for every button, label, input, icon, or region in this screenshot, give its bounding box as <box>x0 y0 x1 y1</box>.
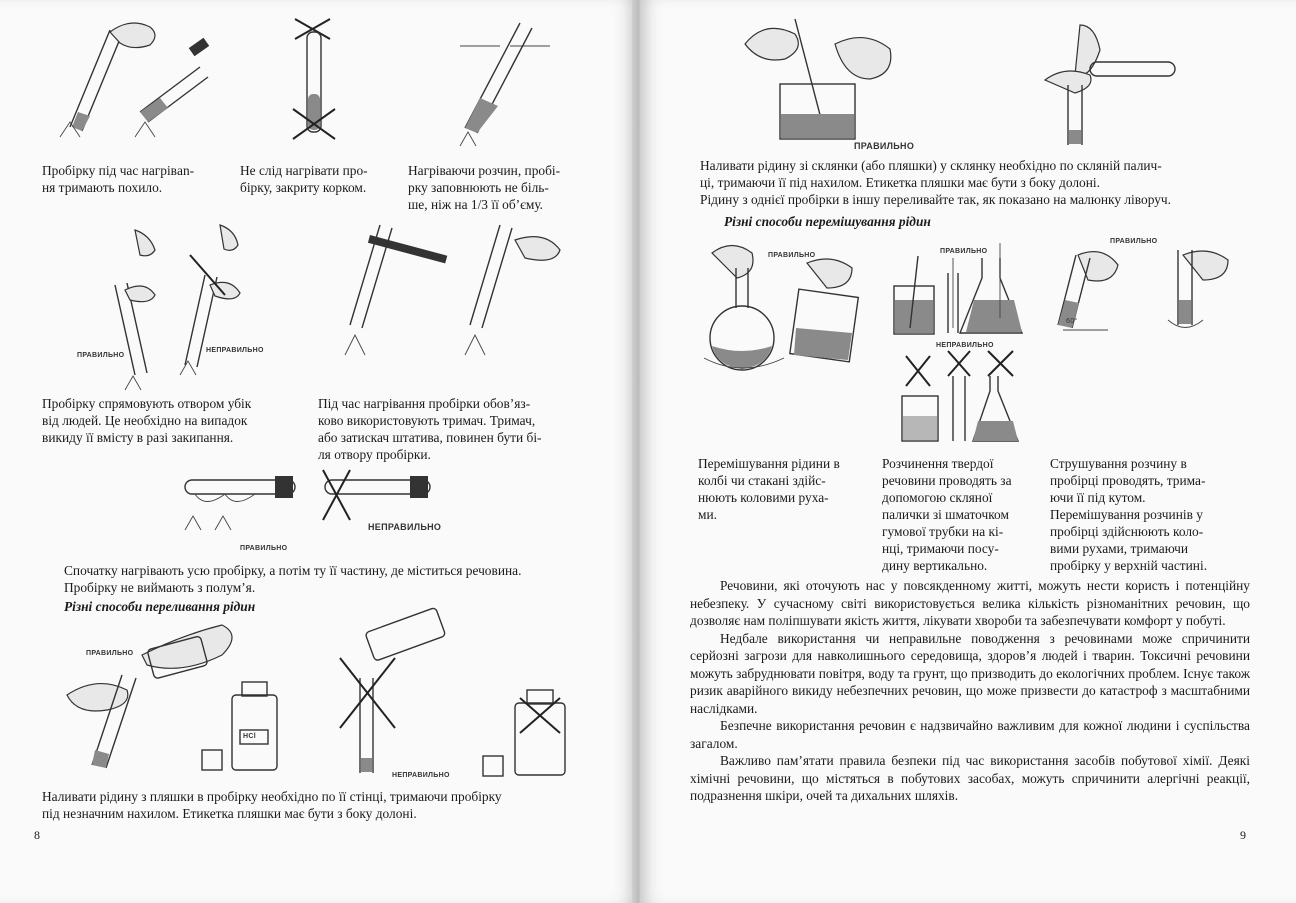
illustration-tilted-tube <box>40 12 220 152</box>
caption-line: вими рухами, тримаючи <box>1050 541 1189 556</box>
caption-line: від людей. Це необхідно на випадок <box>42 413 248 428</box>
illustration-pour-incorrect <box>335 618 575 783</box>
paragraph: Речовини, які оточують нас у повсякденному житті, можуть нести користь і потенційну небезпеку. У сучасному світі використовується велика кількість різноманітних речовин, що дозволяє нам поліпшувати якість життя, лікувати хвороби та забезпечувати комфорт у побуті. <box>690 578 1250 628</box>
illustration-tube-holder <box>330 215 580 365</box>
caption-line: ня тримають похило. <box>42 180 163 195</box>
caption-line: під незначним нахилом. Етикетка пляшки має бути з боку долоні. <box>42 806 417 821</box>
caption-line: палички зі шматочком <box>882 507 1009 522</box>
caption-line: ля отвору пробірки. <box>318 447 431 462</box>
label-incorrect-away: НЕПРАВИЛЬНО <box>206 347 264 354</box>
label-correct-rod: ПРАВИЛЬНО <box>940 248 988 255</box>
label-angle: 60° <box>1066 318 1078 325</box>
illustration-pour-glass-rod <box>740 14 920 142</box>
illustration-one-third-fill <box>440 18 560 153</box>
caption-line: Пробірку під час нагрівan- <box>42 163 195 178</box>
caption-line: або затискач штатива, повинен бути бі- <box>318 430 542 445</box>
caption-line: ми. <box>698 507 717 522</box>
page-number-left: 8 <box>34 828 40 842</box>
illustration-mix-flask <box>702 238 872 378</box>
caption-third <box>408 162 588 213</box>
label-correct-flask: ПРАВИЛЬНО <box>768 252 816 259</box>
bottle-label-hcl: HCl <box>243 733 256 740</box>
illustration-pour-into-tube <box>62 620 282 780</box>
caption-line: Під час нагрівання пробірки обов’яз- <box>318 396 531 411</box>
paragraph: Важливо пам’ятати правила безпеки під час використання засобів побутової хімії. Деякі хімічні речовини, що містяться в побутових засобах, можуть спричинити алергічні реакції, подразнення шкіри, очей та дихальних шляхів. <box>690 753 1250 803</box>
caption-mix-rod <box>882 455 1035 574</box>
caption-line: речовини проводять за <box>882 473 1012 488</box>
body-text <box>690 577 1250 805</box>
caption-line: гумової трубки на кі- <box>882 524 1004 539</box>
caption-whole <box>64 562 604 596</box>
illustration-shake-tube <box>1048 240 1248 340</box>
caption-line: Рідину з однієї пробірки в іншу переливайте так, як показано на малюнку ліворуч. <box>700 192 1171 207</box>
caption-line: пробірці здійснюють коло- <box>1050 524 1204 539</box>
caption-line: Перемішування рідини в <box>698 456 840 471</box>
caption-mix-flask <box>698 455 866 523</box>
illustration-tube-away-from-face <box>80 215 280 390</box>
label-correct-pour: ПРАВИЛЬНО <box>86 650 134 657</box>
caption-line: Не слід нагрівати про- <box>240 163 368 178</box>
page-number-right: 9 <box>1240 828 1246 842</box>
label-correct-away: ПРАВИЛЬНО <box>77 352 125 359</box>
caption-line: пробірку у верхній частині. <box>1050 558 1208 573</box>
caption-line: нці, тримаючи посу- <box>882 541 999 556</box>
caption-line: рку заповнюють не біль- <box>408 180 549 195</box>
caption-line: колбі чи стакані здійс- <box>698 473 826 488</box>
illustration-heat-whole-tube <box>175 470 445 550</box>
caption-line: пробірці проводять, трима- <box>1050 473 1206 488</box>
caption-line: Розчинення твердої <box>882 456 994 471</box>
caption-line: бірку, закриту корком. <box>240 180 367 195</box>
caption-line: Наливати рідину зі склянки (або пляшки) у склянку необхідно по скляній палич- <box>700 158 1162 173</box>
caption-line: Пробірку спрямовують отвором убік <box>42 396 252 411</box>
caption-line: Нагріваючи розчин, пробі- <box>408 163 561 178</box>
caption-line: Струшування розчину в <box>1050 456 1187 471</box>
heading-mixing: Різні способи перемішування рідин <box>724 214 931 229</box>
right-page <box>640 0 1296 903</box>
caption-tilt <box>42 162 222 196</box>
caption-line: нюють коловими руха- <box>698 490 829 505</box>
label-incorrect-rod: НЕПРАВИЛЬНО <box>936 342 994 349</box>
caption-line: ючи її під кутом. <box>1050 490 1146 505</box>
left-page <box>0 0 636 903</box>
label-incorrect-pour: НЕПРАВИЛЬНО <box>392 772 450 779</box>
caption-glass <box>700 157 1246 208</box>
caption-mix-shake <box>1050 455 1242 574</box>
paragraph: Безпечне використання речовин є надзвичайно важливим для кожної людини і суспільства загалом. <box>690 718 1250 751</box>
caption-line: Наливати рідину з пляшки в пробірку необхідно по її стінці, тримаючи пробірку <box>42 789 502 804</box>
caption-holder <box>318 395 583 463</box>
illustration-tube-to-tube <box>1040 20 1190 155</box>
caption-line: допомогою скляної <box>882 490 993 505</box>
label-correct-shake: ПРАВИЛЬНО <box>1110 238 1158 245</box>
caption-line: ше, ніж на 1/3 її об’єму. <box>408 197 544 212</box>
caption-line: викиду її вмісту в разі закипання. <box>42 430 234 445</box>
caption-line: ці, тримаючи її під нахилом. Етикетка пляшки має бути з боку долоні. <box>700 175 1100 190</box>
caption-line: Спочатку нагрівають усю пробірку, а потім ту її частину, де міститься речовина. <box>64 563 522 578</box>
caption-pour <box>42 788 584 822</box>
caption-line: Перемішування розчинів у <box>1050 507 1203 522</box>
heading-pouring: Різні способи переливання рідин <box>64 599 256 614</box>
caption-line: Пробірку не виймають з полум’я. <box>64 580 256 595</box>
label-correct-glass: ПРАВИЛЬНО <box>854 141 915 151</box>
label-incorrect-heat: НЕПРАВИЛЬНО <box>368 522 442 532</box>
paragraph: Недбале використання чи неправильне поводження з речовинами може спричинити серйозні загрози для навколишнього середовища, здоров’я людей і тварин. Токсичні речовини можуть забруднювати повітря, воду та грунт, що призводить до екологічних проблем. Існує також ризик аварійного викиду небезпечних речовин, що може призвести до катастроф з масштабними наслідками. <box>690 630 1250 716</box>
label-correct-heat: ПРАВИЛЬНО <box>240 545 288 552</box>
illustration-mix-rod-incorrect <box>898 346 1028 446</box>
caption-line: ково використовують тримач. Тримач, <box>318 413 536 428</box>
caption-cork <box>240 162 400 196</box>
caption-away <box>42 395 304 446</box>
illustration-corked-tube <box>285 14 345 154</box>
caption-line: дину вертикально. <box>882 558 988 573</box>
